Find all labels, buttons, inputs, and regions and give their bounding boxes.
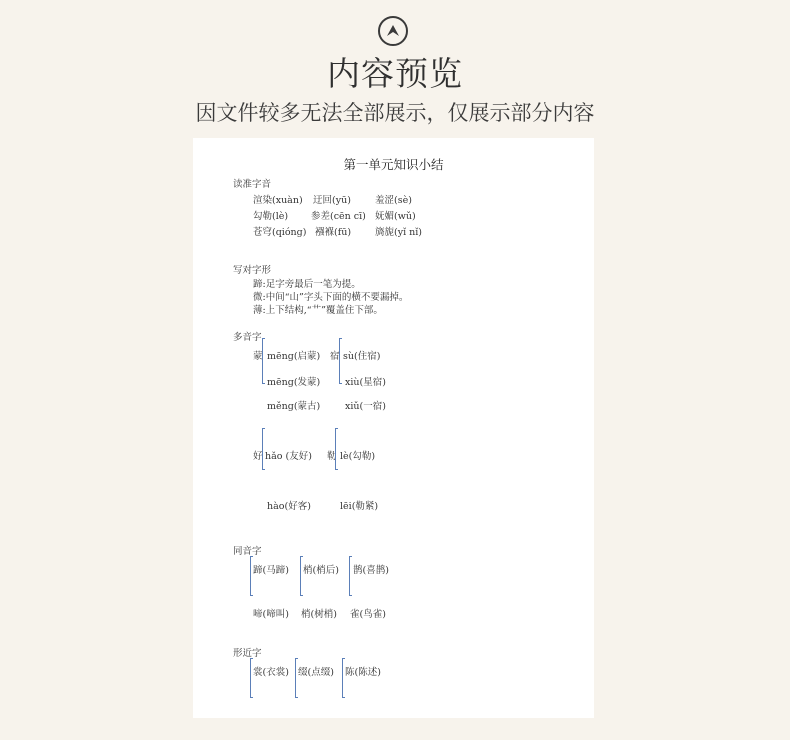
polyphonic-reading: mēng(启蒙): [267, 351, 321, 362]
similar-item: 缀(点缀): [298, 667, 334, 678]
section-heading-writing: 写对字形: [233, 265, 272, 276]
reading-item: 渲染(xuàn): [253, 195, 303, 206]
page-title: 内容预览: [327, 54, 463, 93]
reading-item: 羞涩(sè): [375, 195, 412, 206]
reading-item: 勾勒(lè): [253, 211, 289, 222]
polyphonic-char: 好: [253, 451, 263, 462]
section-heading-homophones: 同音字: [233, 546, 262, 557]
reading-item: 妩媚(wǔ): [375, 211, 416, 222]
chevron-up-circle-icon[interactable]: [378, 16, 408, 46]
similar-item: 陈(陈述): [345, 667, 381, 678]
bracket: [339, 338, 342, 384]
section-heading-reading: 读准字音: [233, 179, 272, 190]
document-title: 第一单元知识小结: [343, 157, 444, 172]
homophone-item: 雀(鸟雀): [350, 609, 386, 620]
reading-item: 迂回(yū): [313, 195, 351, 206]
polyphonic-reading: lè(勾勒): [340, 451, 376, 462]
section-heading-similar: 形近字: [233, 648, 262, 659]
bracket: [349, 556, 352, 596]
writing-line: 微:中间“山”字头下面的横不要漏掉。: [253, 292, 409, 303]
polyphonic-reading: xiǔ(一宿): [345, 401, 386, 412]
bracket: [335, 428, 338, 470]
reading-item: 参差(cēn cī): [311, 211, 366, 222]
bracket: [262, 338, 265, 384]
polyphonic-reading: mēng(发蒙): [267, 377, 321, 388]
polyphonic-char: 勒: [327, 451, 337, 462]
homophone-item: 梢(树梢): [301, 609, 337, 620]
writing-line: 蹄:足字旁最后一笔为提。: [253, 279, 361, 290]
polyphonic-reading: lēi(勒紧): [340, 501, 379, 512]
polyphonic-char: 蒙: [253, 351, 263, 362]
writing-line: 薄:上下结构,“艹”覆盖住下部。: [253, 305, 383, 316]
reading-item: 苍穹(qióng): [253, 227, 307, 238]
reading-item: 旖旎(yǐ nǐ): [375, 227, 422, 238]
similar-item: 裳(衣裳): [253, 667, 289, 678]
polyphonic-reading: sù(住宿): [343, 351, 381, 362]
polyphonic-reading: hào(好客): [267, 501, 311, 512]
homophone-item: 蹄(马蹄): [253, 565, 289, 576]
homophone-item: 梢(梢后): [303, 565, 339, 576]
homophone-item: 啼(啼叫): [253, 609, 289, 620]
homophone-item: 鹊(喜鹊): [353, 565, 389, 576]
reading-item: 襁褓(fū): [315, 227, 352, 238]
document-preview: [193, 138, 594, 718]
section-heading-polyphonic: 多音字: [233, 332, 262, 343]
chevron-up-icon: [384, 22, 402, 40]
page-subtitle: 因文件较多无法全部展示，仅展示部分内容: [195, 101, 595, 125]
polyphonic-char: 宿: [330, 351, 340, 362]
polyphonic-reading: xiù(星宿): [345, 377, 386, 388]
polyphonic-reading: měng(蒙古): [267, 401, 321, 412]
polyphonic-reading: hǎo (友好): [265, 451, 312, 462]
preview-header: [0, 0, 790, 135]
